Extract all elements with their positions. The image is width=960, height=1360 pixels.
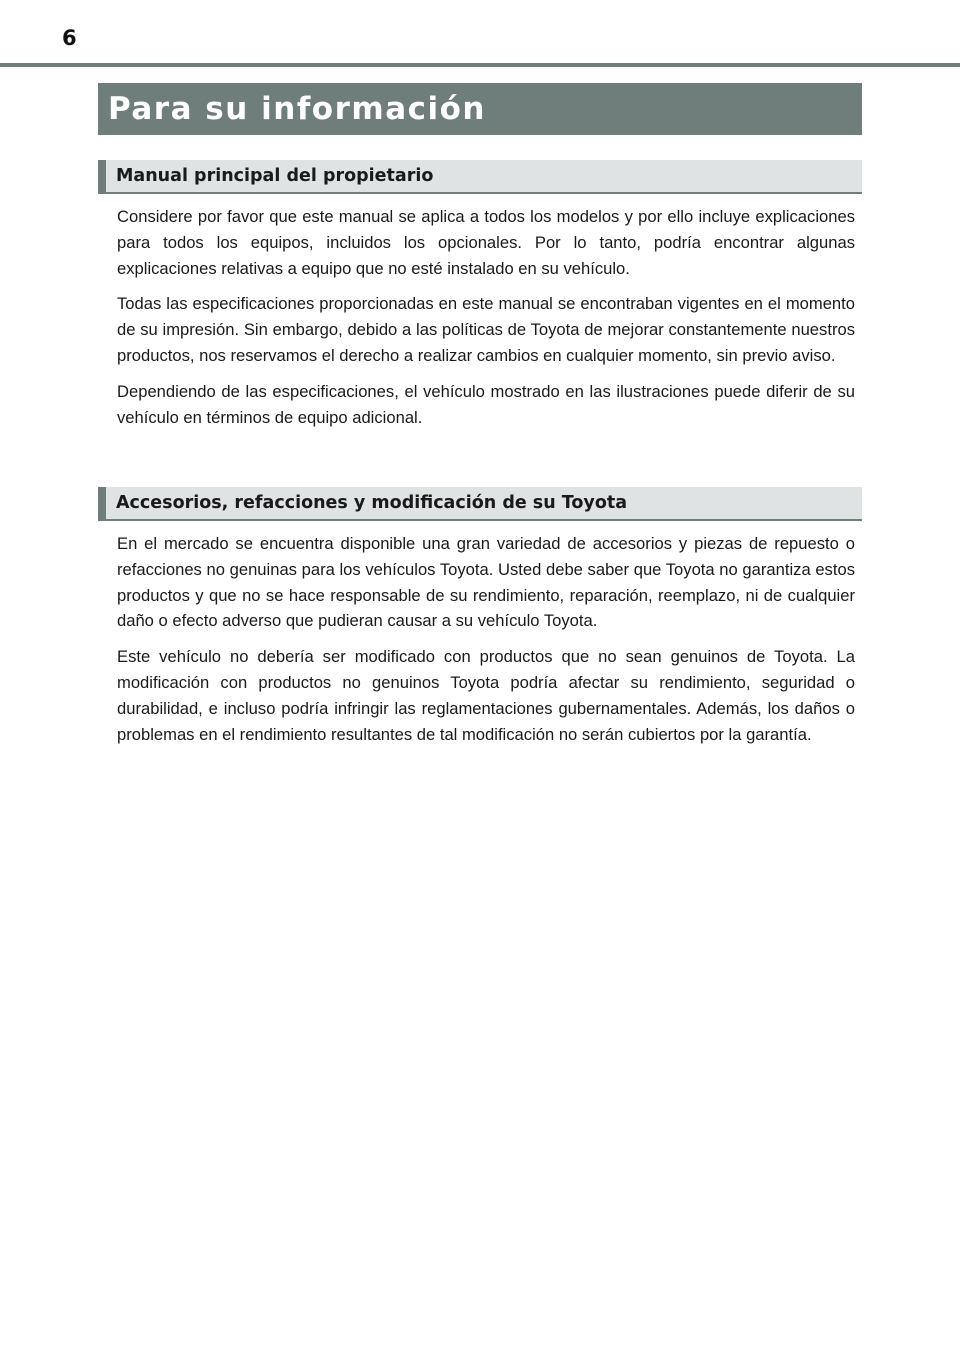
section-heading-text: Accesorios, refacciones y modificación de su Toyota <box>116 493 628 513</box>
paragraph: En el mercado se encuentra disponible una gran variedad de accesorios y piezas de repuesto o refacciones no genuinas para los vehículos Toyota. Usted debe saber que Toyota no garantiza estos productos y que no se hace responsable de su rendimiento, reparación, reemplazo, ni de cualquier daño o efecto adverso que pudieran causar a su vehículo Toyota. <box>117 534 855 631</box>
section-heading-owners-manual <box>98 160 862 194</box>
page-number: 6 <box>62 26 77 50</box>
header-rule <box>0 63 960 67</box>
section-body-accessories <box>117 531 855 757</box>
section-heading-text: Manual principal del propietario <box>116 166 434 186</box>
paragraph: Todas las especificaciones proporcionadas en este manual se encontraban vigentes en el momento de su impresión. Sin embargo, debido a las políticas de Toyota de mejorar constantemente nuestros productos, nos reservamos el derecho a realizar cambios en cualquier momento, sin previo aviso. <box>117 294 855 365</box>
section-body-owners-manual <box>117 204 855 440</box>
section-heading-accessories <box>98 487 862 521</box>
paragraph: Considere por favor que este manual se aplica a todos los modelos y por ello incluye explicaciones para todos los equipos, incluidos los opcionales. Por lo tanto, podría encontrar algunas explicaciones relativas a equipo que no esté instalado en su vehículo. <box>117 207 855 278</box>
paragraph: Este vehículo no debería ser modificado con productos que no sean genuinos de Toyota. La modificación con productos no genuinos Toyota podría afectar su rendimiento, seguridad o durabilidad, e incluso podría infringir las reglamentaciones gubernamentales. Además, los daños o problemas en el rendimiento resultantes de tal modificación no serán cubiertos por la garantía. <box>117 647 855 744</box>
page-title: Para su información <box>108 91 486 127</box>
paragraph: Dependiendo de las especificaciones, el vehículo mostrado en las ilustraciones puede diferir de su vehículo en términos de equipo adicional. <box>117 381 855 427</box>
title-banner <box>98 83 862 135</box>
